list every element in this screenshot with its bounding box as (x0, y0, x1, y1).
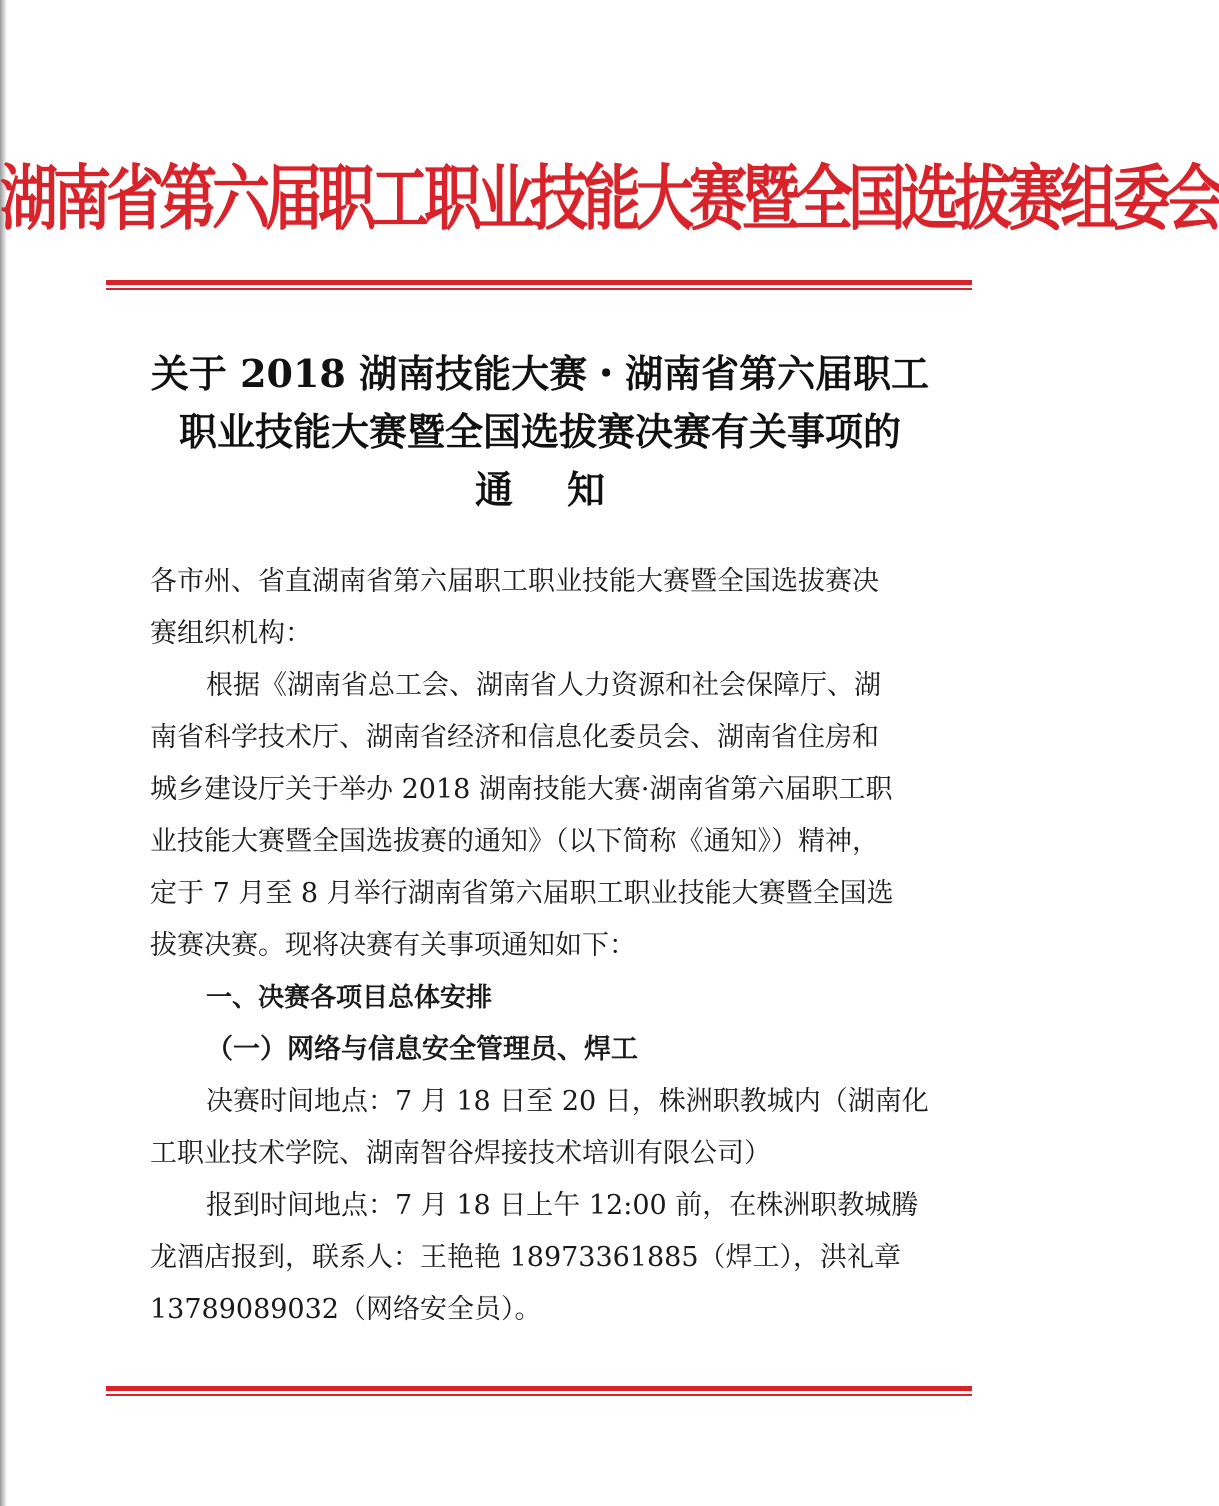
header-divider (106, 280, 972, 290)
title-line-3: 通知 (474, 467, 659, 512)
title-line-2: 职业技能大赛暨全国选拔赛决赛有关事项的 (178, 409, 901, 454)
body-paragraph-line: 13789089032（网络安全员）。 (150, 1294, 542, 1325)
body-paragraph-line: 城乡建设厅关于举办 2018 湖南技能大赛·湖南省第六届职工职 (150, 774, 893, 805)
body-paragraph-line: 定于 7 月至 8 月举行湖南省第六届职工职业技能大赛暨全国选 (150, 878, 894, 909)
body-paragraph-line: 龙酒店报到，联系人：王艳艳 18973361885（焊工），洪礼章 (150, 1242, 902, 1273)
body-paragraph-line: 业技能大赛暨全国选拔赛的通知》（以下简称《通知》）精神， (150, 826, 879, 857)
section-heading-1: 一、决赛各项目总体安排 (206, 983, 493, 1013)
organization-header: 湖南省第六届职工职业技能大赛暨全国选拔赛组委会 (0, 157, 1219, 241)
body-paragraph-line: 工职业技术学院、湖南智谷焊接技术培训有限公司） (150, 1138, 771, 1169)
document-body (150, 556, 940, 1336)
footer-divider (106, 1386, 972, 1396)
body-paragraph-line: 决赛时间地点：7 月 18 日至 20 日，株洲职教城内（湖南化 (206, 1086, 929, 1117)
subsection-heading-1: （一）网络与信息安全管理员、焊工 (206, 1034, 638, 1065)
body-paragraph-line: 南省科学技术厅、湖南省经济和信息化委员会、湖南省住房和 (150, 722, 879, 753)
body-paragraph-line: 根据《湖南省总工会、湖南省人力资源和社会保障厅、湖 (206, 670, 881, 701)
body-line-salutation-2: 赛组织机构： (150, 618, 312, 649)
body-line-salutation-1: 各市州、省直湖南省第六届职工职业技能大赛暨全国选拔赛决 (150, 566, 879, 597)
title-line-1: 关于 2018 湖南技能大赛・湖南省第六届职工 (150, 351, 930, 396)
document-title (0, 345, 1080, 519)
body-paragraph-line: 报到时间地点：7 月 18 日上午 12:00 前，在株洲职教城腾 (206, 1190, 919, 1221)
body-paragraph-line: 拔赛决赛。现将决赛有关事项通知如下： (150, 930, 636, 961)
